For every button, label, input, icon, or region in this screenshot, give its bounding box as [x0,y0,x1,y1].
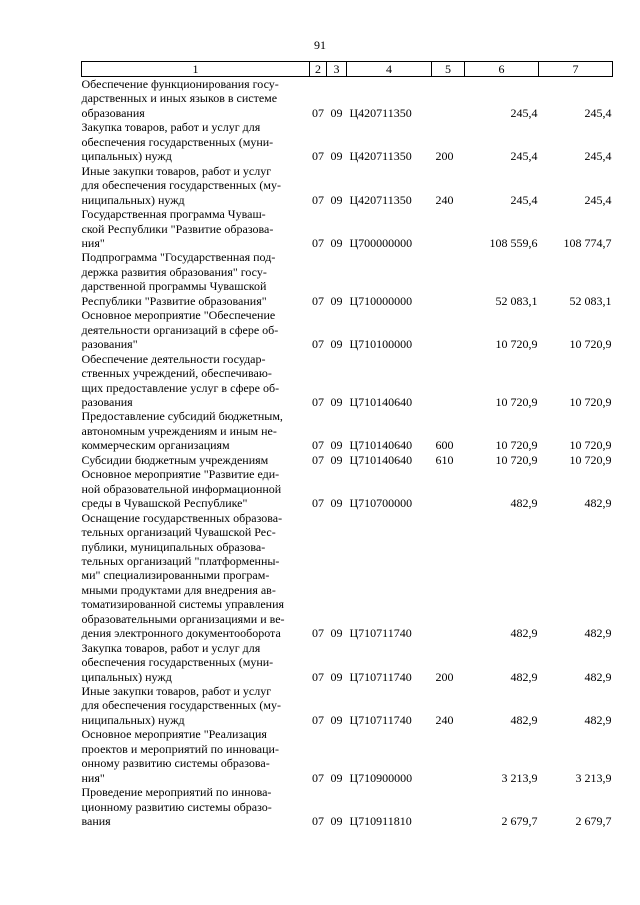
row-value-1: 10 720,9 [495,438,538,453]
page-number: 91 [314,38,326,52]
row-kind [432,207,465,250]
row-subsection: 09 [330,496,343,511]
row-code: Ц420711350 [349,105,412,120]
row-subsection: 09 [330,712,343,727]
row-code: Ц420711350 [349,192,412,207]
row-name-line: ниципальных) нужд [81,712,185,727]
row-name-line: Закупка товаров, работ и услуг для [81,640,261,655]
row-name-line: ми" специализированными програм- [81,568,270,583]
row-name-line: ционному развитию системы образо- [81,799,272,814]
row-name-line: Закупка товаров, работ и услуг для [81,120,261,135]
row-name [82,453,310,467]
row-name-line: ния" [81,235,105,250]
table-row [82,77,613,121]
row-name-line: разования [81,394,133,409]
table-row [82,352,613,410]
column-header-name: 1 [82,62,310,77]
table-row [82,308,613,351]
row-value-1: 245,4 [510,192,538,207]
row-value-2: 482,9 [584,626,612,641]
row-kind: 200 [435,669,454,684]
row-name-line: Проведение мероприятий по иннова- [81,785,272,800]
row-value-2: 482,9 [584,712,612,727]
table-header [82,62,613,77]
row-value-1: 482,9 [510,712,538,727]
row-section: 07 [312,814,324,829]
row-name-line: онному развитию системы образова- [81,756,270,771]
row-section: 07 [312,626,324,641]
row-value-1: 245,4 [510,105,538,120]
row-code: Ц710140640 [349,394,413,409]
row-name-line: обеспечения государственных (муни- [81,134,274,149]
row-code: Ц710711740 [349,669,412,684]
row-value-2: 245,4 [584,149,612,164]
row-subsection: 09 [330,149,343,164]
table-row [82,467,613,510]
row-name-line: автономным учреждениям и иным не- [81,423,277,438]
row-name-line: мными продуктами для внедрения ав- [81,582,276,597]
row-name [82,308,310,351]
row-name [82,467,310,510]
row-value-2: 108 774,7 [563,235,612,250]
row-value-2: 52 083,1 [569,293,612,308]
column-header-code: 4 [347,62,432,77]
row-section: 07 [312,235,324,250]
table-row [82,207,613,250]
row-name-line: тельных организаций "платформенны- [81,553,280,568]
row-subsection: 09 [330,337,343,352]
table-row [82,409,613,452]
column-header-subsection: 3 [327,62,347,77]
row-name-line: дения электронного документооборота [81,626,281,641]
row-value-1: 482,9 [510,496,538,511]
budget-table [81,61,613,829]
row-value-2: 10 720,9 [569,438,612,453]
column-header-value-1: 6 [465,62,539,77]
row-name-line: Основное мероприятие "Развитие еди- [81,467,280,482]
row-section: 07 [312,394,324,409]
row-name [82,684,310,727]
row-name [82,641,310,684]
row-code: Ц710900000 [349,770,413,785]
row-value-1: 10 720,9 [495,394,538,409]
table-row [82,250,613,308]
row-section: 07 [312,770,324,785]
row-subsection: 09 [330,770,343,785]
table-row [82,684,613,727]
row-kind [432,467,465,510]
row-code: Ц710711740 [349,626,412,641]
row-name [82,727,310,785]
row-subsection: 09 [330,235,343,250]
row-name [82,207,310,250]
row-section: 07 [312,438,324,453]
row-section: 07 [312,496,324,511]
row-name-line: Иные закупки товаров, работ и услуг [81,163,272,178]
row-name-line: Оснащение государственных образова- [81,510,283,525]
row-name-line: для обеспечения государственных (му- [81,178,281,193]
row-subsection: 09 [330,293,343,308]
row-name-line: обеспечения государственных (муни- [81,655,274,670]
row-name [82,120,310,163]
row-kind: 610 [435,452,454,467]
row-name-line: образовательными организациями и ве- [81,611,285,626]
table-row [82,511,613,641]
row-value-2: 2 679,7 [575,814,612,829]
row-name-line: Обеспечение функционирования госу- [81,77,279,91]
table-row [82,164,613,207]
row-kind [432,511,465,641]
row-name [82,785,310,828]
row-subsection: 09 [330,452,343,467]
row-name-line: Иные закупки товаров, работ и услуг [81,684,272,699]
row-kind: 240 [435,712,454,727]
table-row [82,785,613,828]
row-value-2: 482,9 [584,496,612,511]
row-name-line: Обеспечение деятельности государ- [81,351,266,366]
row-value-1: 108 559,6 [489,235,538,250]
row-name-line: ципальных) нужд [81,669,172,684]
row-name-line: Основное мероприятие "Реализация [81,727,267,742]
row-value-1: 3 213,9 [501,770,538,785]
header-row [82,62,613,77]
row-section: 07 [312,452,324,467]
table-row [82,120,613,163]
row-name-line: для обеспечения государственных (му- [81,698,281,713]
row-kind [432,250,465,308]
row-name-line: тельных организаций Чувашской Рес- [81,525,276,540]
row-name-line: разования" [81,337,138,352]
row-section: 07 [312,712,324,727]
row-kind [432,77,465,121]
row-value-1: 2 679,7 [501,814,538,829]
row-value-1: 10 720,9 [495,452,538,467]
row-code: Ц710911810 [349,814,412,829]
row-name-line: держка развития образования" госу- [81,264,267,279]
row-name [82,511,310,641]
row-name-line: Субсидии бюджетным учреждениям [81,452,269,467]
row-name-line: Государственная программа Чуваш- [81,207,266,222]
row-name-line: образования [81,105,145,120]
row-value-1: 52 083,1 [495,293,538,308]
row-subsection: 09 [330,814,343,829]
row-name-line: проектов и мероприятий по инноваци- [81,741,279,756]
row-value-2: 3 213,9 [575,770,612,785]
row-kind [432,352,465,410]
row-name-line: дарственных и иных языков в системе [81,91,278,106]
row-value-2: 10 720,9 [569,337,612,352]
row-name-line: коммерческим организациям [81,438,230,453]
row-kind: 200 [435,149,454,164]
row-section: 07 [312,669,324,684]
row-value-1: 10 720,9 [495,337,538,352]
table-row [82,727,613,785]
row-kind [432,308,465,351]
column-header-section: 2 [310,62,327,77]
row-value-1: 482,9 [510,669,538,684]
row-code: Ц700000000 [349,235,413,250]
row-name-line: Предоставление субсидий бюджетным, [81,409,283,424]
row-value-2: 482,9 [584,669,612,684]
row-section: 07 [312,149,324,164]
row-code: Ц420711350 [349,149,412,164]
row-name-line: ской Республики "Развитие образова- [81,221,274,236]
row-code: Ц710000000 [349,293,413,308]
row-name [82,409,310,452]
row-name-line: Основное мероприятие "Обеспечение [81,308,276,323]
row-value-2: 10 720,9 [569,394,612,409]
row-name-line: дарственной программы Чувашской [81,279,267,294]
table-row [82,453,613,467]
row-section: 07 [312,337,324,352]
row-value-2: 245,4 [584,105,612,120]
row-code: Ц710100000 [349,337,413,352]
row-name-line: томатизированной системы управления [81,597,285,612]
row-name [82,352,310,410]
row-subsection: 09 [330,626,343,641]
row-value-1: 482,9 [510,626,538,641]
row-subsection: 09 [330,438,343,453]
row-name-line: щих предоставление услуг в сфере об- [81,380,280,395]
row-name-line: ния" [81,770,105,785]
table-body [82,77,613,829]
row-name-line: среды в Чувашской Республике" [81,496,248,511]
row-name [82,250,310,308]
row-code: Ц710140640 [349,438,413,453]
row-code: Ц710140640 [349,452,413,467]
row-value-1: 245,4 [510,149,538,164]
row-code: Ц710700000 [349,496,413,511]
column-header-kind: 5 [432,62,465,77]
row-subsection: 09 [330,105,343,120]
row-name-line: Республики "Развитие образования" [81,293,267,308]
row-kind: 600 [435,438,454,453]
row-section: 07 [312,192,324,207]
row-name-line: публики, муниципальных образова- [81,539,266,554]
row-kind [432,727,465,785]
row-section: 07 [312,293,324,308]
row-value-2: 245,4 [584,192,612,207]
row-name-line: вания [81,814,111,829]
row-section: 07 [312,105,324,120]
row-value-2: 10 720,9 [569,452,612,467]
row-kind [432,785,465,828]
row-name-line: Подпрограмма "Государственная под- [81,250,276,265]
row-name [82,164,310,207]
row-name-line: деятельности организаций в сфере об- [81,322,279,337]
row-name-line: ципальных) нужд [81,149,172,164]
row-name-line: ной образовательной информационной [81,481,282,496]
row-code: Ц710711740 [349,712,412,727]
row-subsection: 09 [330,192,343,207]
row-kind: 240 [435,192,454,207]
row-name-line: ственных учреждений, обеспечиваю- [81,366,272,381]
row-name-line: ниципальных) нужд [81,192,185,207]
column-header-value-2: 7 [539,62,613,77]
row-name [82,77,310,121]
table-row [82,641,613,684]
row-subsection: 09 [330,394,343,409]
row-subsection: 09 [330,669,343,684]
